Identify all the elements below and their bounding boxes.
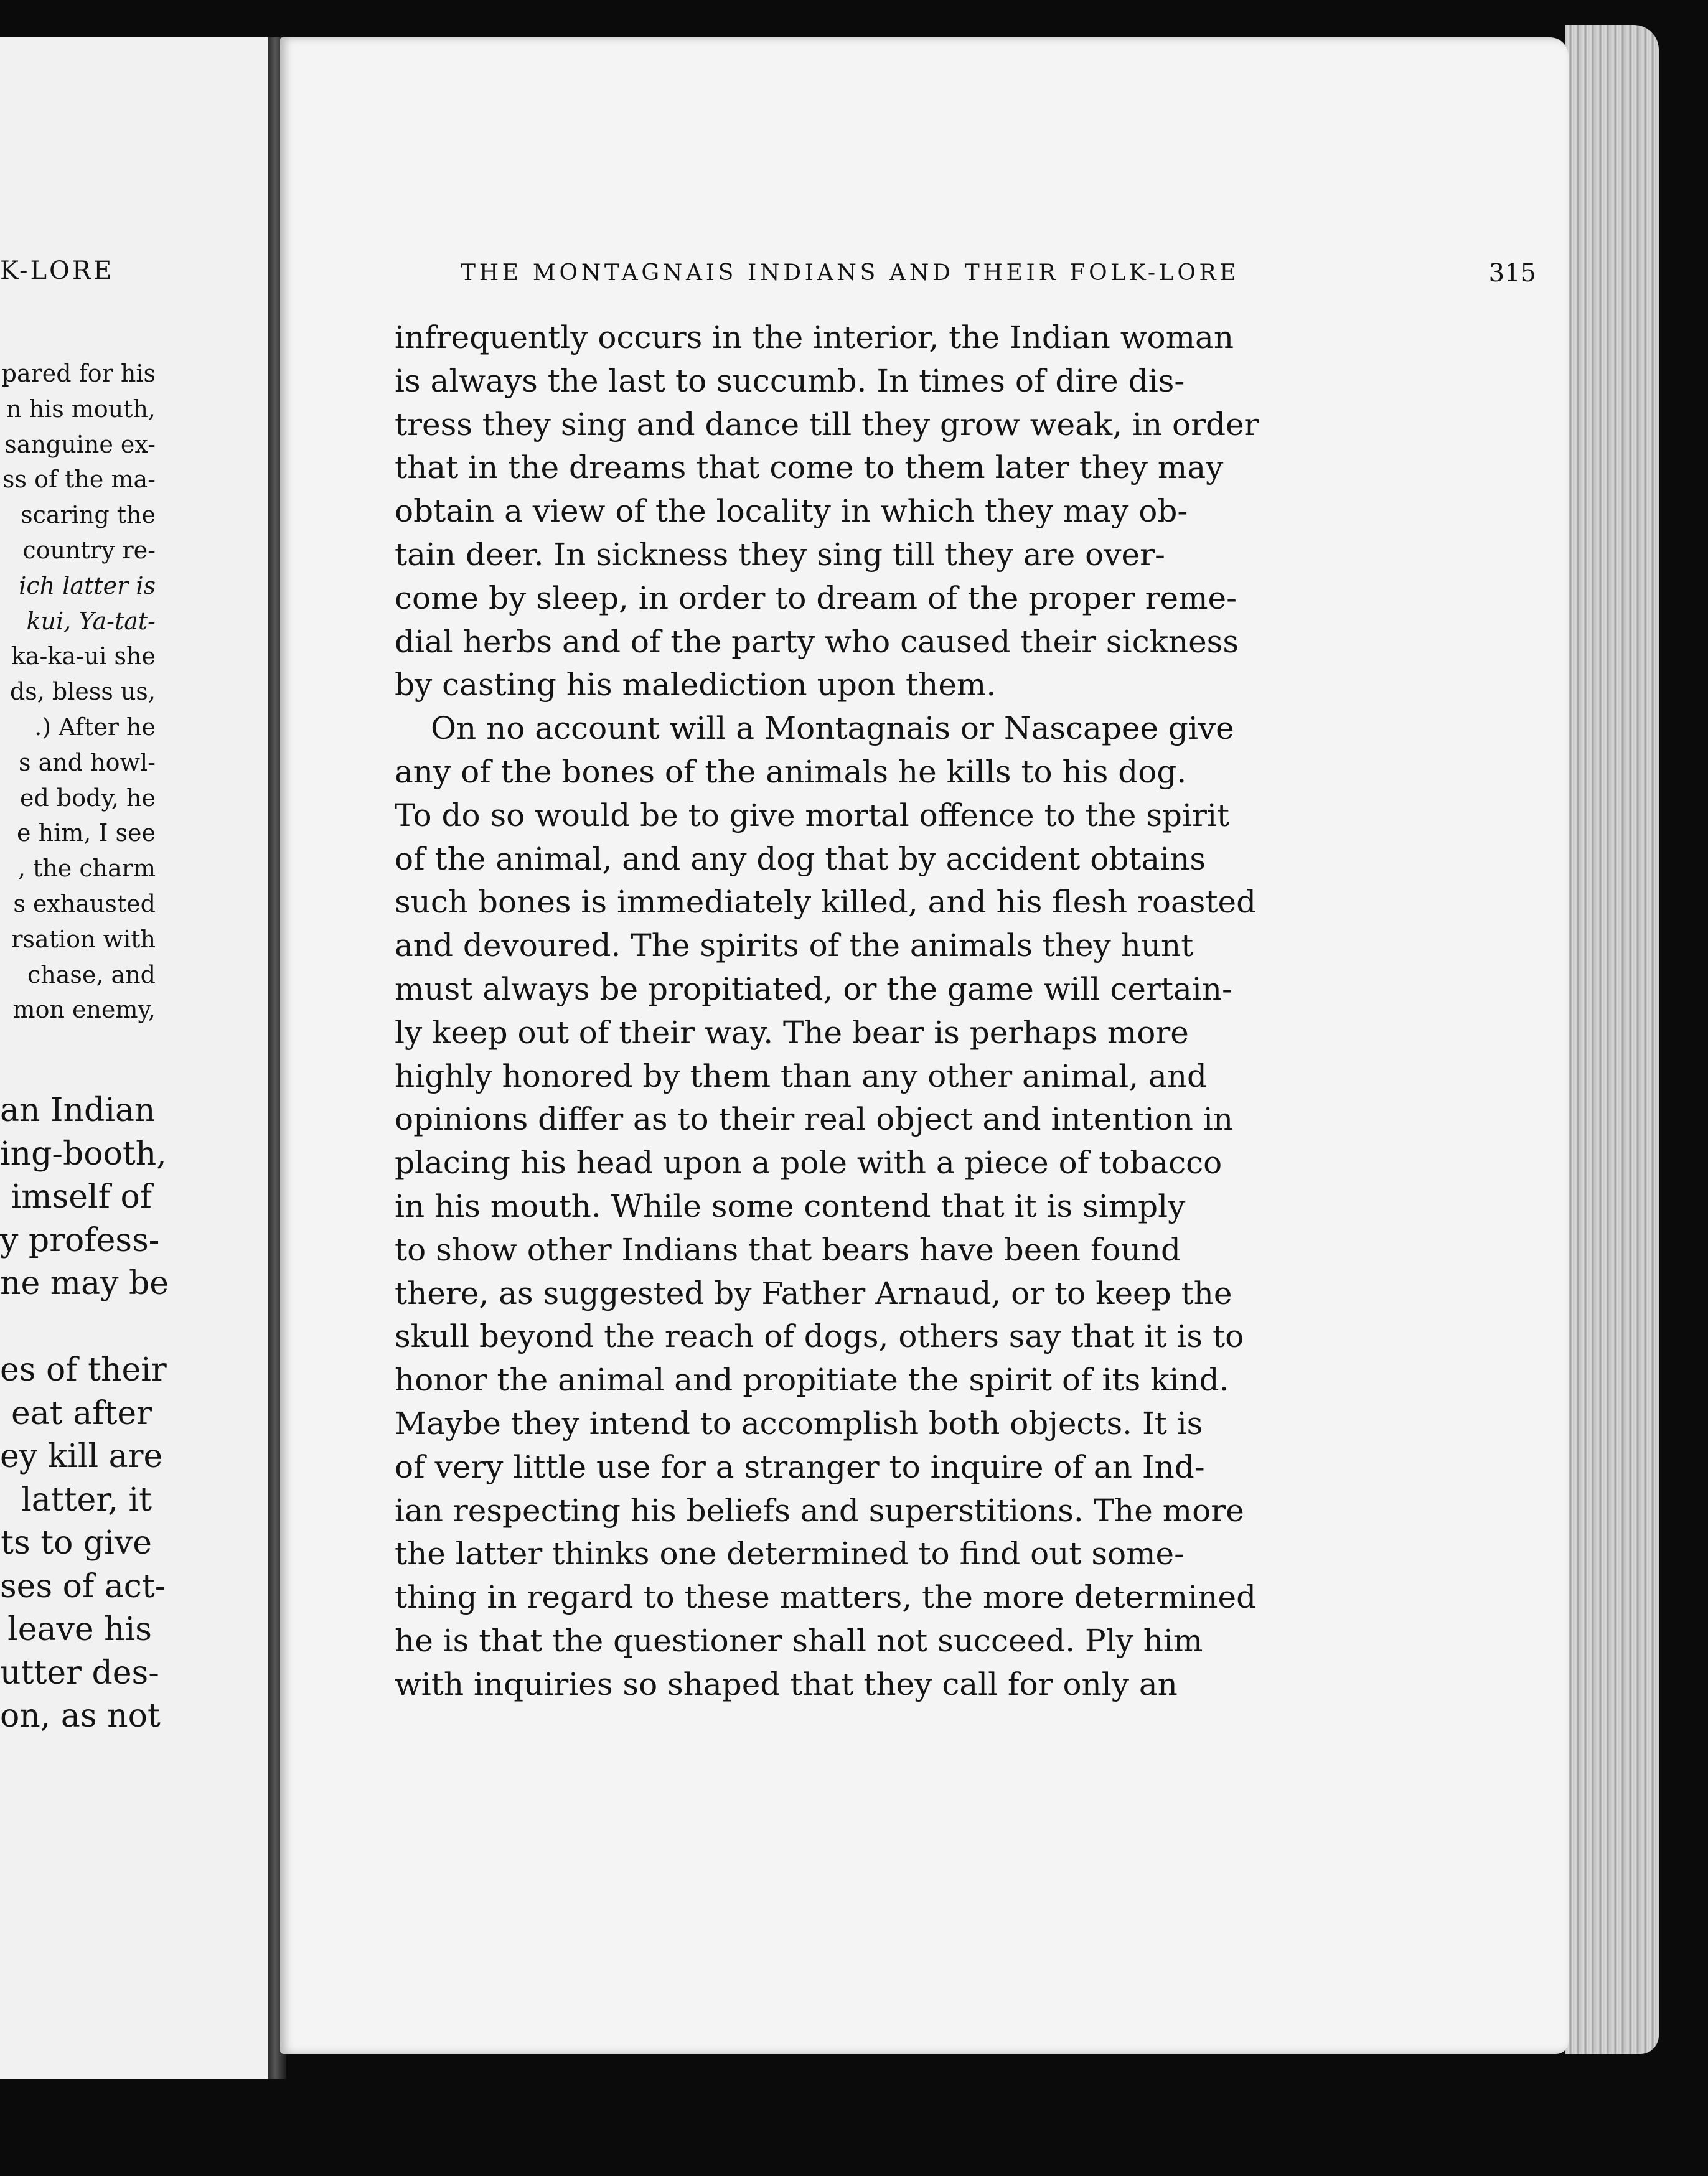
text-line: tress they sing and dance till they grow weak, in order xyxy=(395,406,1259,443)
text-line: leave his xyxy=(7,1611,152,1648)
text-line: chase, and xyxy=(27,960,156,988)
current-page xyxy=(280,37,1569,2054)
text-line: of very little use for a stranger to inquire of an Ind- xyxy=(395,1448,1205,1485)
text-line: any of the bones of the animals he kills to his dog. xyxy=(395,753,1187,790)
text-line: infrequently occurs in the interior, the Indian woman xyxy=(395,319,1234,355)
text-line: es of their xyxy=(0,1351,167,1389)
text-line: ian respecting his beliefs and superstitions. The more xyxy=(395,1492,1244,1529)
text-line: pared for his xyxy=(1,360,156,387)
text-line: with inquiries so shaped that they call for only an xyxy=(395,1666,1178,1702)
previous-page-body-text xyxy=(0,1089,169,1738)
text-line: come by sleep, in order to dream of the proper reme- xyxy=(395,579,1237,616)
text-line: such bones is immediately killed, and his flesh roasted xyxy=(395,884,1257,921)
text-line: obtain a view of the locality in which they may ob- xyxy=(395,493,1188,530)
text-line: on, as not xyxy=(0,1697,161,1735)
text-line: ey kill are xyxy=(0,1438,163,1475)
text-line: in his mouth. While some contend that it is simply xyxy=(395,1188,1186,1224)
text-line: sanguine ex- xyxy=(4,430,156,458)
text-line: e him, I see xyxy=(17,819,156,847)
text-line: scaring the xyxy=(21,501,156,529)
text-line: n his mouth, xyxy=(6,395,156,423)
text-line: s and howl- xyxy=(19,748,156,776)
text-line: kui, Ya-tat- xyxy=(26,607,156,635)
text-line: country re- xyxy=(22,536,156,564)
running-head xyxy=(461,260,1536,298)
paragraph-first-line: On no account will a Montagnais or Nascapee give xyxy=(431,710,1234,747)
previous-page-small-text xyxy=(0,356,156,1028)
previous-page-running-head: K-LORE xyxy=(0,256,115,285)
text-line: highly honored by them than any other animal, and xyxy=(395,1058,1208,1094)
text-line: skull beyond the reach of dogs, others say that it is to xyxy=(395,1318,1244,1355)
text-line: y profess- xyxy=(0,1221,160,1259)
running-title: THE MONTAGNAIS INDIANS AND THEIR FOLK-LORE xyxy=(461,260,1240,286)
text-line: eat after xyxy=(11,1394,152,1432)
text-line: is always the last to succumb. In times of dire dis- xyxy=(395,362,1185,399)
text-line: Maybe they intend to accomplish both objects. It is xyxy=(395,1405,1203,1442)
body-text xyxy=(395,316,1540,1707)
text-line: that in the dreams that come to them later they may xyxy=(395,449,1224,486)
text-line: ts to give xyxy=(1,1524,152,1562)
text-line: by casting his malediction upon them. xyxy=(395,667,997,703)
text-line: ss of the ma- xyxy=(2,466,156,494)
text-line: to show other Indians that bears have been found xyxy=(395,1231,1181,1268)
text-line: ne may be xyxy=(0,1265,169,1302)
text-line: tain deer. In sickness they sing till they are over- xyxy=(395,536,1165,573)
text-line: an Indian xyxy=(0,1092,156,1129)
text-line: mon enemy, xyxy=(12,996,156,1024)
text-line: ing-booth, xyxy=(0,1135,167,1173)
text-line: there, as suggested by Father Arnaud, or to keep the xyxy=(395,1275,1232,1311)
text-line: ich latter is xyxy=(19,571,156,599)
text-line: dial herbs and of the party who caused their sickness xyxy=(395,623,1239,660)
text-line: ed body, he xyxy=(20,784,156,812)
text-line: placing his head upon a pole with a piece of tobacco xyxy=(395,1145,1222,1181)
text-line: honor the animal and propitiate the spirit of its kind. xyxy=(395,1362,1229,1399)
blank-line xyxy=(0,1306,152,1349)
text-line: To do so would be to give mortal offence to the spirit xyxy=(395,797,1230,833)
text-line: and devoured. The spirits of the animals they hunt xyxy=(395,927,1194,964)
text-line: rsation with xyxy=(11,925,156,953)
text-line: .) After he xyxy=(34,713,156,741)
text-line: ka-ka-ui she xyxy=(11,642,156,670)
text-line: latter, it xyxy=(21,1481,152,1519)
text-line: ses of act- xyxy=(0,1567,166,1605)
text-line: ly keep out of their way. The bear is perhaps more xyxy=(395,1014,1189,1051)
text-line: thing in regard to these matters, the more determined xyxy=(395,1579,1257,1616)
text-line: opinions differ as to their real object and intention in xyxy=(395,1101,1234,1138)
text-line: utter des- xyxy=(0,1654,159,1692)
text-line: must always be propitiated, or the game will certain- xyxy=(395,970,1232,1007)
page-number: 315 xyxy=(1488,259,1536,288)
text-line: he is that the questioner shall not succeed. Ply him xyxy=(395,1622,1203,1659)
page-edges xyxy=(1565,25,1659,2054)
text-line: imself of xyxy=(11,1178,152,1216)
text-line: , the charm xyxy=(17,855,156,883)
text-line: ds, bless us, xyxy=(9,678,156,706)
text-line: the latter thinks one determined to find out some- xyxy=(395,1536,1185,1572)
text-line: s exhausted xyxy=(13,889,156,917)
previous-page xyxy=(0,37,268,2079)
text-line: of the animal, and any dog that by accident obtains xyxy=(395,840,1206,877)
